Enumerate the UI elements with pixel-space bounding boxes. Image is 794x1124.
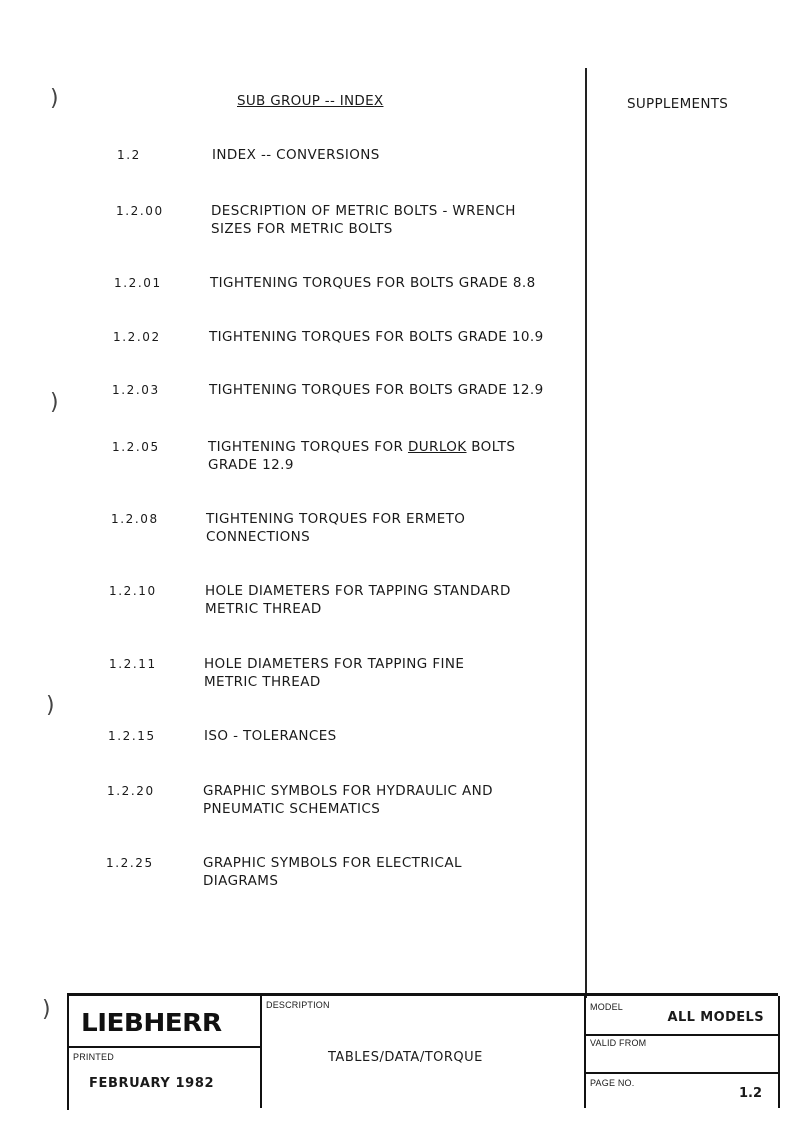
- entry-description: DESCRIPTION OF METRIC BOLTS - WRENCH: [211, 203, 516, 219]
- entry-description: TIGHTENING TORQUES FOR BOLTS GRADE 8.8: [210, 275, 536, 291]
- model-label: MODEL: [590, 1002, 624, 1012]
- entry-description: TIGHTENING TORQUES FOR BOLTS GRADE 12.9: [209, 382, 544, 398]
- supplements-heading: SUPPLEMENTS: [627, 96, 729, 112]
- punch-hole-mark: ): [46, 693, 55, 718]
- printed-label: PRINTED: [73, 1052, 114, 1062]
- entry-description: CONNECTIONS: [206, 529, 311, 545]
- page-no-label: PAGE NO.: [590, 1078, 635, 1088]
- model-value: ALL MODELS: [667, 1010, 764, 1025]
- entry-description: TIGHTENING TORQUES FOR ERMETO: [206, 511, 466, 527]
- description-label: DESCRIPTION: [266, 1000, 330, 1010]
- description-cell: [260, 996, 586, 1108]
- page-title: SUB GROUP -- INDEX: [237, 93, 384, 109]
- description-value: TABLES/DATA/TORQUE: [328, 1050, 483, 1065]
- entry-code: 1.2.01: [114, 276, 162, 290]
- entry-code: 1.2.25: [106, 856, 154, 870]
- entry-code: 1.2.08: [111, 512, 159, 526]
- printed-date: FEBRUARY 1982: [89, 1076, 215, 1091]
- punch-hole-mark: ): [50, 390, 59, 415]
- entry-description: GRADE 12.9: [208, 457, 294, 473]
- entry-description: HOLE DIAMETERS FOR TAPPING STANDARD: [205, 583, 511, 599]
- title-block: [67, 993, 778, 1108]
- valid-from-label: VALID FROM: [590, 1038, 647, 1048]
- entry-code: 1.2.20: [107, 784, 155, 798]
- entry-description: METRIC THREAD: [204, 674, 321, 690]
- entry-description: PNEUMATIC SCHEMATICS: [203, 801, 381, 817]
- valid-separator: [586, 1072, 778, 1074]
- entry-description: GRAPHIC SYMBOLS FOR HYDRAULIC AND: [203, 783, 493, 799]
- durlok-underlined: DURLOK: [407, 439, 467, 455]
- entry-description: INDEX -- CONVERSIONS: [212, 147, 380, 163]
- logo-cell: [67, 996, 262, 1046]
- entry-description: METRIC THREAD: [205, 601, 322, 617]
- liebherr-logo: LIEBHERR: [81, 1008, 222, 1037]
- entry-code: 1.2.00: [116, 204, 164, 218]
- entry-code: 1.2.15: [108, 729, 156, 743]
- entry-code: 1.2.05: [112, 440, 160, 454]
- entry-description: DIAGRAMS: [203, 873, 279, 889]
- page-no-value: 1.2: [738, 1086, 762, 1101]
- entry-description: GRAPHIC SYMBOLS FOR ELECTRICAL: [203, 855, 462, 871]
- entry-code: 1.2.03: [112, 383, 160, 397]
- punch-hole-mark: ): [50, 86, 59, 111]
- entry-description: TIGHTENING TORQUES FOR BOLTS GRADE 10.9: [209, 329, 544, 345]
- entry-description: HOLE DIAMETERS FOR TAPPING FINE: [204, 656, 465, 672]
- entry-code: 1.2.10: [109, 584, 157, 598]
- entry-code: 1.2: [117, 148, 141, 162]
- punch-hole-mark: ): [42, 997, 51, 1022]
- entry-code: 1.2.11: [109, 657, 157, 671]
- entry-code: 1.2.02: [113, 330, 161, 344]
- entry-description-line: TIGHTENING TORQUES FOR DURLOK BOLTS: [208, 439, 516, 455]
- entry-description: SIZES FOR METRIC BOLTS: [211, 221, 393, 237]
- printed-cell: [67, 1046, 262, 1110]
- model-separator: [586, 1034, 778, 1036]
- model-cell: [584, 996, 780, 1108]
- entry-description: ISO - TOLERANCES: [204, 728, 337, 744]
